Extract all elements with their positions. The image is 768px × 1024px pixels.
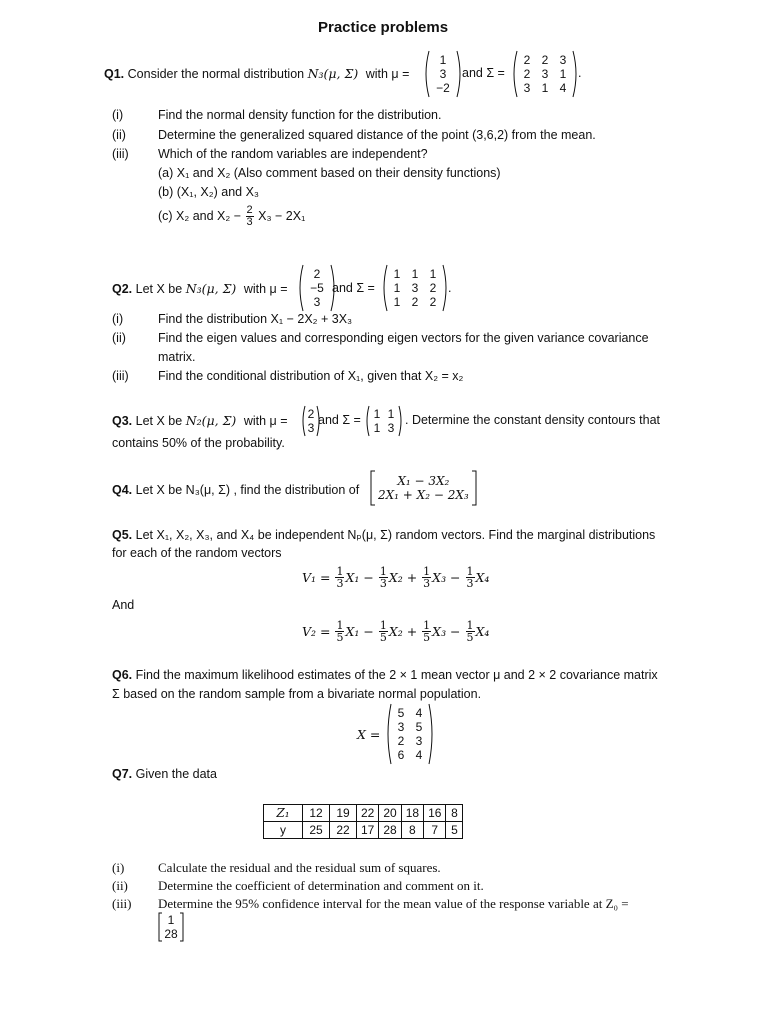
q1-item (112, 147, 428, 161)
q1-dist: N₃(μ, Σ) (307, 66, 359, 81)
q6-cell: 5 (397, 706, 405, 720)
table-cell: 8 (446, 805, 463, 822)
item-text: Find the eigen values and corresponding eigen vectors for the given variance covariance (158, 331, 649, 345)
q1-sigma-cell: 3 (523, 81, 531, 95)
left-paren-icon (296, 264, 304, 312)
item-text: Which of the random variables are independent? (158, 147, 428, 161)
q2-and-sigma: and Σ = (332, 281, 375, 295)
q2-intro: Let X be (135, 282, 183, 296)
denominator: 3 (466, 577, 474, 590)
q7-item (112, 878, 484, 894)
fraction (335, 620, 344, 643)
table-cell: 22 (357, 805, 379, 822)
q6-cell: 4 (415, 706, 423, 720)
q1-sigma-cell: 3 (541, 67, 549, 81)
item-number: (ii) (112, 331, 126, 345)
q1-item (112, 108, 441, 122)
term: X₁ − (345, 624, 374, 639)
table-cell: 8 (401, 822, 423, 839)
q4-label: Q4. (112, 483, 133, 497)
q2-item (112, 331, 649, 345)
q1-and-sigma: and Σ = (462, 66, 505, 80)
q2-item (112, 350, 196, 364)
right-bracket-icon (471, 470, 477, 506)
item-number: (iii) (112, 369, 129, 383)
q6-text: Find the maximum likelihood estimates of the 2 × 1 mean vector μ and 2 × 2 covariance matrix (135, 668, 658, 682)
term: X₂ + (388, 570, 418, 585)
q6-statement (112, 668, 658, 682)
q7-data-table (263, 804, 463, 839)
q5-line2: for each of the random vectors (112, 546, 282, 560)
z0-cell: 28 (164, 927, 178, 941)
q3-sigma-cell: 1 (373, 407, 381, 421)
q1-mu-0: 1 (439, 53, 447, 67)
q6-cell: 2 (397, 734, 405, 748)
numerator: 1 (423, 565, 431, 578)
table-cell: 28 (379, 822, 401, 839)
term: X₄ (475, 624, 490, 639)
fraction (335, 566, 344, 589)
term: X₁ − (345, 570, 374, 585)
numerator: 1 (466, 565, 474, 578)
q2-mu-2: 3 (313, 295, 321, 309)
q6-label: Q6. (112, 668, 133, 682)
q6-cell: 3 (397, 720, 405, 734)
q1-sigma-cell: 2 (523, 53, 531, 67)
q2-with-mu: with μ = (243, 282, 288, 296)
q4-statement (112, 483, 359, 497)
left-paren-icon (510, 50, 518, 98)
table-cell: 16 (424, 805, 446, 822)
q5-v1-equation (302, 566, 489, 589)
term: X₃ − (432, 624, 461, 639)
q1-sigma-cell: 1 (559, 67, 567, 81)
q4-row2: 2X₁ + X₂ − 2X₃ (378, 488, 469, 502)
q4-row1: X₁ − 3X₂ (397, 474, 450, 488)
q1-label: Q1. (104, 67, 125, 81)
fraction (379, 620, 388, 643)
q3-intro: Let X be (135, 414, 183, 428)
q1-sigma-matrix (510, 50, 580, 98)
q2-sigma-cell: 2 (429, 295, 437, 309)
item-number: (iii) (112, 147, 129, 161)
fraction (246, 205, 254, 228)
q6-line2: Σ based on the random sample from a bivariate normal population. (112, 687, 482, 701)
q3-tail: . Determine the constant density contours that (405, 413, 660, 427)
denominator: 3 (423, 577, 431, 590)
q2-sigma-cell: 2 (429, 281, 437, 295)
right-bracket-icon (179, 912, 184, 942)
item-text: Determine the coefficient of determination and comment on it. (158, 878, 484, 893)
right-paren-icon (398, 405, 404, 437)
q5-text: Let X₁, X₂, X₃, and X₄ be independent Nₚ(μ, Σ) random vectors. Find the marginal distributions (135, 528, 656, 542)
q1-intro: Consider the normal distribution (127, 67, 305, 81)
q6-cell: 5 (415, 720, 423, 734)
q3-with-mu: with μ = (243, 414, 288, 428)
numerator: 2 (246, 204, 253, 216)
item-text: Determine the generalized squared distance of the point (3,6,2) from the mean. (158, 128, 596, 142)
fraction (466, 620, 475, 643)
term: X₄ (475, 570, 490, 585)
q2-dist: N₃(μ, Σ) (185, 281, 237, 296)
q7-item (112, 896, 629, 912)
q2-period: . (448, 281, 452, 295)
q3-and-sigma: and Σ = (318, 413, 361, 427)
table-cell: Z₁ (264, 805, 303, 822)
q2-mu-1: −5 (310, 281, 324, 295)
q1-mu-1: 3 (439, 67, 447, 81)
page-title: Practice problems (318, 19, 449, 36)
q1-sub-c-pre: (c) X₂ and X₂ − (158, 208, 242, 223)
denominator: 5 (336, 631, 344, 644)
denominator: 5 (466, 631, 474, 644)
q7-text: Given the data (135, 767, 217, 781)
q6-cell: 3 (415, 734, 423, 748)
q1-sub-c-post: X₃ − 2X₁ (258, 208, 306, 223)
q5-statement (112, 527, 655, 542)
q1-sub-a: (a) X₁ and X₂ (Also comment based on their density functions) (158, 166, 501, 180)
q6-cell: 4 (415, 748, 423, 762)
item-text: Find the normal density function for the distribution. (158, 108, 442, 122)
q2-item (112, 312, 352, 326)
item-number: (i) (112, 860, 125, 875)
q3-mu-0: 2 (307, 407, 315, 421)
q2-sigma-cell: 1 (411, 267, 419, 281)
term: X₃ − (432, 570, 461, 585)
q2-item (112, 369, 463, 383)
q6-x-matrix (384, 703, 436, 765)
q5-v2-equation (302, 620, 489, 643)
q3-line2: contains 50% of the probability. (112, 436, 285, 450)
denominator: 5 (379, 631, 387, 644)
table-cell: 19 (330, 805, 357, 822)
q2-label: Q2. (112, 282, 133, 296)
item-text: matrix. (158, 350, 196, 364)
q7-z0-vector (158, 912, 184, 942)
q2-sigma-cell: 2 (411, 295, 419, 309)
q2-sigma-cell: 1 (429, 267, 437, 281)
item-number: (i) (112, 108, 124, 122)
table-cell: y (264, 822, 303, 839)
right-paren-icon (428, 703, 436, 765)
q2-sigma-cell: 1 (393, 267, 401, 281)
v2-lhs: V₂ = (302, 624, 331, 639)
item-number: (i) (112, 312, 124, 326)
item-number: (ii) (112, 878, 128, 893)
table-row (264, 805, 463, 822)
q5-label: Q5. (112, 528, 133, 542)
q1-sigma-cell: 2 (523, 67, 531, 81)
item-text: Determine the 95% confidence interval for the mean value of the response variable at Z₀ = (158, 896, 629, 911)
q3-mu-1: 3 (307, 421, 315, 435)
numerator: 1 (336, 565, 344, 578)
denominator: 5 (423, 631, 431, 644)
table-cell: 22 (330, 822, 357, 839)
q3-sigma-cell: 1 (373, 421, 381, 435)
item-number: (iii) (112, 896, 132, 911)
numerator: 1 (466, 619, 474, 632)
table-cell: 17 (357, 822, 379, 839)
q1-sub-c (158, 205, 305, 228)
q1-sigma-cell: 4 (559, 81, 567, 95)
v1-lhs: V₁ = (302, 570, 331, 585)
table-cell: 20 (379, 805, 401, 822)
fraction (422, 620, 431, 643)
q2-statement (112, 281, 288, 296)
q3-statement (112, 413, 288, 428)
numerator: 1 (379, 619, 387, 632)
q3-label: Q3. (112, 414, 133, 428)
q1-period: . (578, 66, 582, 80)
q4-matrix (370, 470, 477, 506)
item-text: Find the distribution X₁ − 2X₂ + 3X₃ (158, 312, 353, 326)
q1-with-mu: with μ = (365, 67, 410, 81)
q1-sub-b: (b) (X₁, X₂) and X₃ (158, 185, 259, 199)
q2-sigma-matrix (380, 264, 450, 312)
q7-statement (112, 767, 217, 781)
q1-sigma-cell: 3 (559, 53, 567, 67)
table-cell: 12 (303, 805, 330, 822)
item-text: Calculate the residual and the residual sum of squares. (158, 860, 441, 875)
q3-dist: N₂(μ, Σ) (185, 413, 237, 428)
q1-item (112, 128, 596, 142)
denominator: 3 (246, 216, 253, 228)
q2-sigma-cell: 1 (393, 281, 401, 295)
table-cell: 7 (424, 822, 446, 839)
numerator: 1 (423, 619, 431, 632)
q7-label: Q7. (112, 767, 133, 781)
left-paren-icon (422, 50, 430, 98)
fraction (422, 566, 431, 589)
q3-sigma-matrix (364, 405, 404, 437)
table-cell: 18 (401, 805, 423, 822)
q7-item (112, 860, 441, 876)
denominator: 3 (336, 577, 344, 590)
fraction (379, 566, 388, 589)
q3-sigma-cell: 3 (387, 421, 395, 435)
left-paren-icon (380, 264, 388, 312)
q1-statement (104, 66, 409, 81)
table-cell: 5 (446, 822, 463, 839)
table-row (264, 822, 463, 839)
term: X₂ + (388, 624, 418, 639)
q2-sigma-cell: 1 (393, 295, 401, 309)
item-number: (ii) (112, 128, 126, 142)
q3-sigma-cell: 1 (387, 407, 395, 421)
q6-x-lhs: X = (357, 727, 381, 742)
denominator: 3 (379, 577, 387, 590)
q6-cell: 6 (397, 748, 405, 762)
q4-text: Let X be N₃(μ, Σ) , find the distribution of (135, 483, 360, 497)
table-cell: 25 (303, 822, 330, 839)
q1-sigma-cell: 2 (541, 53, 549, 67)
q5-and: And (112, 598, 135, 612)
q2-sigma-cell: 3 (411, 281, 419, 295)
q1-mu-vector (422, 50, 464, 98)
fraction (466, 566, 475, 589)
numerator: 1 (379, 565, 387, 578)
left-paren-icon (384, 703, 392, 765)
z0-cell: 1 (167, 913, 175, 927)
numerator: 1 (336, 619, 344, 632)
item-text: Find the conditional distribution of X₁, given that X₂ = x₂ (158, 369, 464, 383)
q1-mu-2: −2 (436, 81, 450, 95)
q1-sigma-cell: 1 (541, 81, 549, 95)
q2-mu-0: 2 (313, 267, 321, 281)
